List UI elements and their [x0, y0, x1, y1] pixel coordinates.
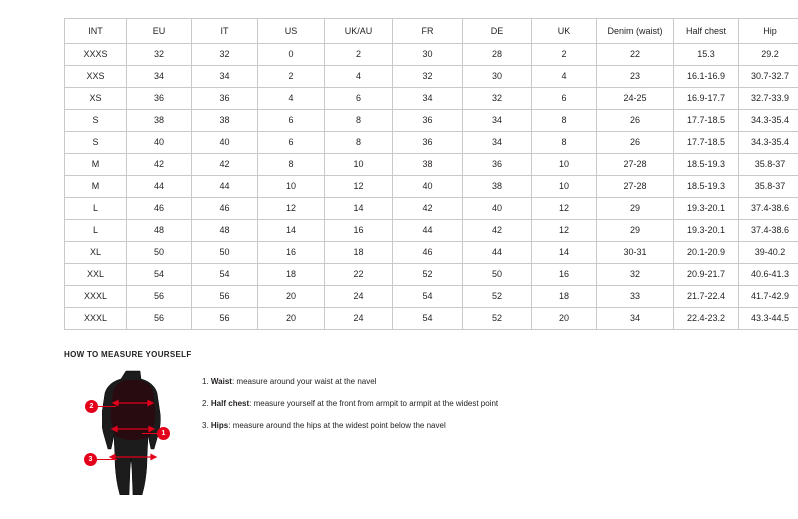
column-header-denim-waist: Denim (waist)	[597, 19, 674, 44]
table-cell: 8	[325, 110, 393, 132]
column-header-uk: UK	[532, 19, 597, 44]
table-cell: 18.5-19.3	[674, 176, 739, 198]
table-cell: 30	[393, 44, 463, 66]
instruction-number: 3.	[202, 421, 211, 430]
table-cell: 8	[532, 132, 597, 154]
table-cell: 12	[532, 220, 597, 242]
instruction-text: : measure yourself at the front from armpit to armpit at the widest point	[249, 399, 499, 408]
table-cell: 32	[393, 66, 463, 88]
table-cell: 33	[597, 286, 674, 308]
table-cell: 34	[127, 66, 192, 88]
table-cell: 29	[597, 198, 674, 220]
table-cell: 32	[192, 44, 258, 66]
table-cell: 36	[192, 88, 258, 110]
table-cell: 48	[127, 220, 192, 242]
table-cell: 24	[325, 308, 393, 330]
table-cell: 46	[127, 198, 192, 220]
instruction-term: Hips	[210, 421, 229, 430]
table-cell: 19.3-20.1	[674, 198, 739, 220]
table-cell: 29.2	[739, 44, 798, 66]
table-cell: 4	[532, 66, 597, 88]
leader-line-2	[98, 406, 116, 407]
table-cell: 14	[532, 242, 597, 264]
table-cell: 38	[463, 176, 532, 198]
table-cell: 10	[532, 176, 597, 198]
table-cell: 26	[597, 132, 674, 154]
table-cell: 17.7-18.5	[674, 132, 739, 154]
table-cell: 16	[325, 220, 393, 242]
table-cell: 26	[597, 110, 674, 132]
table-cell: 0	[258, 44, 325, 66]
table-cell: 32.7-33.9	[739, 88, 798, 110]
table-cell: 15.3	[674, 44, 739, 66]
table-cell: 42	[127, 154, 192, 176]
column-header-it: IT	[192, 19, 258, 44]
table-cell: 34	[463, 110, 532, 132]
leader-line-3	[97, 459, 117, 460]
table-cell: 40	[463, 198, 532, 220]
table-cell: 6	[532, 88, 597, 110]
table-cell: 54	[192, 264, 258, 286]
table-cell: 28	[463, 44, 532, 66]
table-cell: 16	[258, 242, 325, 264]
table-cell: 44	[463, 242, 532, 264]
instruction-term: Half chest	[210, 399, 250, 408]
leader-line-1	[142, 433, 158, 434]
table-cell: 56	[192, 308, 258, 330]
instruction-item	[202, 377, 498, 387]
table-cell: 46	[393, 242, 463, 264]
table-cell: 44	[393, 220, 463, 242]
table-cell: 6	[258, 110, 325, 132]
table-cell: S	[65, 132, 127, 154]
table-cell: 40	[127, 132, 192, 154]
table-cell: 14	[325, 198, 393, 220]
table-cell: 12	[325, 176, 393, 198]
table-row	[65, 154, 798, 176]
table-cell: 10	[325, 154, 393, 176]
table-cell: 30-31	[597, 242, 674, 264]
table-cell: M	[65, 154, 127, 176]
table-row	[65, 220, 798, 242]
table-cell: 50	[192, 242, 258, 264]
table-cell: 38	[393, 154, 463, 176]
how-to-measure-body	[64, 367, 764, 497]
table-cell: 38	[192, 110, 258, 132]
table-cell: 20	[258, 286, 325, 308]
table-row	[65, 66, 798, 88]
table-row	[65, 88, 798, 110]
table-cell: 42	[192, 154, 258, 176]
table-cell: M	[65, 176, 127, 198]
table-row	[65, 198, 798, 220]
table-cell: 36	[463, 154, 532, 176]
table-cell: 6	[325, 88, 393, 110]
table-cell: 34	[463, 132, 532, 154]
how-to-measure-heading: HOW TO MEASURE YOURSELF	[64, 350, 192, 359]
table-cell: XXXL	[65, 308, 127, 330]
table-cell: 32	[463, 88, 532, 110]
table-cell: 37.4-38.6	[739, 198, 798, 220]
column-header-de: DE	[463, 19, 532, 44]
table-cell: 30.7-32.7	[739, 66, 798, 88]
table-cell: 35.8-37	[739, 176, 798, 198]
table-row	[65, 132, 798, 154]
table-cell: 16.9-17.7	[674, 88, 739, 110]
table-cell: 20	[258, 308, 325, 330]
table-cell: 22.4-23.2	[674, 308, 739, 330]
table-cell: 8	[258, 154, 325, 176]
column-header-half-chest: Half chest	[674, 19, 739, 44]
table-cell: 56	[127, 308, 192, 330]
instruction-item	[202, 421, 498, 431]
instruction-item	[202, 399, 498, 409]
table-cell: 30	[463, 66, 532, 88]
table-cell: 37.4-38.6	[739, 220, 798, 242]
table-cell: XXXL	[65, 286, 127, 308]
table-cell: 39-40.2	[739, 242, 798, 264]
table-cell: 20	[532, 308, 597, 330]
measurement-instructions	[202, 367, 498, 443]
table-cell: 10	[532, 154, 597, 176]
marker-badge-2: 2	[85, 400, 98, 413]
table-cell: 24-25	[597, 88, 674, 110]
table-cell: 12	[532, 198, 597, 220]
table-cell: 34	[393, 88, 463, 110]
table-cell: L	[65, 220, 127, 242]
table-row	[65, 110, 798, 132]
table-cell: 35.8-37	[739, 154, 798, 176]
table-cell: 21.7-22.4	[674, 286, 739, 308]
table-cell: 54	[393, 286, 463, 308]
column-header-fr: FR	[393, 19, 463, 44]
table-cell: 24	[325, 286, 393, 308]
measurement-figure	[64, 367, 194, 497]
table-cell: 34	[597, 308, 674, 330]
table-row	[65, 44, 798, 66]
column-header-eu: EU	[127, 19, 192, 44]
table-cell: 56	[192, 286, 258, 308]
table-cell: 34.3-35.4	[739, 110, 798, 132]
table-row	[65, 308, 798, 330]
table-cell: 34.3-35.4	[739, 132, 798, 154]
table-cell: 4	[325, 66, 393, 88]
table-cell: 36	[393, 132, 463, 154]
column-header-uk-au: UK/AU	[325, 19, 393, 44]
table-cell: 54	[393, 308, 463, 330]
instruction-number: 2.	[202, 399, 211, 408]
table-cell: 2	[325, 44, 393, 66]
instruction-text: : measure around your waist at the navel	[231, 377, 377, 386]
table-cell: S	[65, 110, 127, 132]
table-row	[65, 176, 798, 198]
table-cell: 8	[325, 132, 393, 154]
table-cell: 52	[463, 286, 532, 308]
instruction-text: : measure around the hips at the widest point below the navel	[228, 421, 446, 430]
instruction-term: Waist	[210, 377, 232, 386]
table-row	[65, 242, 798, 264]
table-cell: 22	[325, 264, 393, 286]
table-cell: XL	[65, 242, 127, 264]
table-cell: 23	[597, 66, 674, 88]
table-cell: 18	[532, 286, 597, 308]
column-header-hip: Hip	[739, 19, 798, 44]
table-cell: 40	[393, 176, 463, 198]
table-cell: 48	[192, 220, 258, 242]
table-cell: 40	[192, 132, 258, 154]
table-cell: XXXS	[65, 44, 127, 66]
table-cell: 54	[127, 264, 192, 286]
table-cell: 36	[393, 110, 463, 132]
table-cell: 52	[463, 308, 532, 330]
table-cell: 29	[597, 220, 674, 242]
table-cell: 14	[258, 220, 325, 242]
size-chart-table	[64, 18, 798, 330]
table-cell: 32	[127, 44, 192, 66]
table-cell: 52	[393, 264, 463, 286]
table-cell: 41.7-42.9	[739, 286, 798, 308]
table-cell: 2	[258, 66, 325, 88]
table-cell: 44	[192, 176, 258, 198]
table-row	[65, 264, 798, 286]
table-header-row	[65, 19, 798, 44]
table-cell: L	[65, 198, 127, 220]
table-cell: 20.9-21.7	[674, 264, 739, 286]
table-cell: 12	[258, 198, 325, 220]
table-cell: 6	[258, 132, 325, 154]
table-cell: 27-28	[597, 176, 674, 198]
table-cell: 16.1-16.9	[674, 66, 739, 88]
table-cell: 20.1-20.9	[674, 242, 739, 264]
table-cell: XS	[65, 88, 127, 110]
table-cell: 44	[127, 176, 192, 198]
instruction-number: 1.	[202, 377, 211, 386]
table-cell: 38	[127, 110, 192, 132]
table-cell: 32	[597, 264, 674, 286]
table-cell: 2	[532, 44, 597, 66]
marker-badge-3: 3	[84, 453, 97, 466]
table-cell: 18	[258, 264, 325, 286]
table-cell: 56	[127, 286, 192, 308]
table-cell: 34	[192, 66, 258, 88]
table-cell: 22	[597, 44, 674, 66]
table-cell: 17.7-18.5	[674, 110, 739, 132]
table-cell: 19.3-20.1	[674, 220, 739, 242]
table-cell: 50	[127, 242, 192, 264]
table-row	[65, 286, 798, 308]
table-cell: 16	[532, 264, 597, 286]
column-header-int: INT	[65, 19, 127, 44]
table-cell: 8	[532, 110, 597, 132]
marker-badge-1: 1	[157, 427, 170, 440]
table-cell: XXS	[65, 66, 127, 88]
table-cell: XXL	[65, 264, 127, 286]
table-cell: 18.5-19.3	[674, 154, 739, 176]
column-header-us: US	[258, 19, 325, 44]
mannequin-illustration	[102, 369, 164, 495]
table-cell: 18	[325, 242, 393, 264]
table-cell: 50	[463, 264, 532, 286]
table-cell: 42	[463, 220, 532, 242]
table-cell: 40.6-41.3	[739, 264, 798, 286]
table-cell: 36	[127, 88, 192, 110]
table-cell: 42	[393, 198, 463, 220]
table-cell: 43.3-44.5	[739, 308, 798, 330]
how-to-measure-section	[64, 350, 764, 497]
table-cell: 46	[192, 198, 258, 220]
table-cell: 27-28	[597, 154, 674, 176]
table-cell: 10	[258, 176, 325, 198]
table-cell: 4	[258, 88, 325, 110]
